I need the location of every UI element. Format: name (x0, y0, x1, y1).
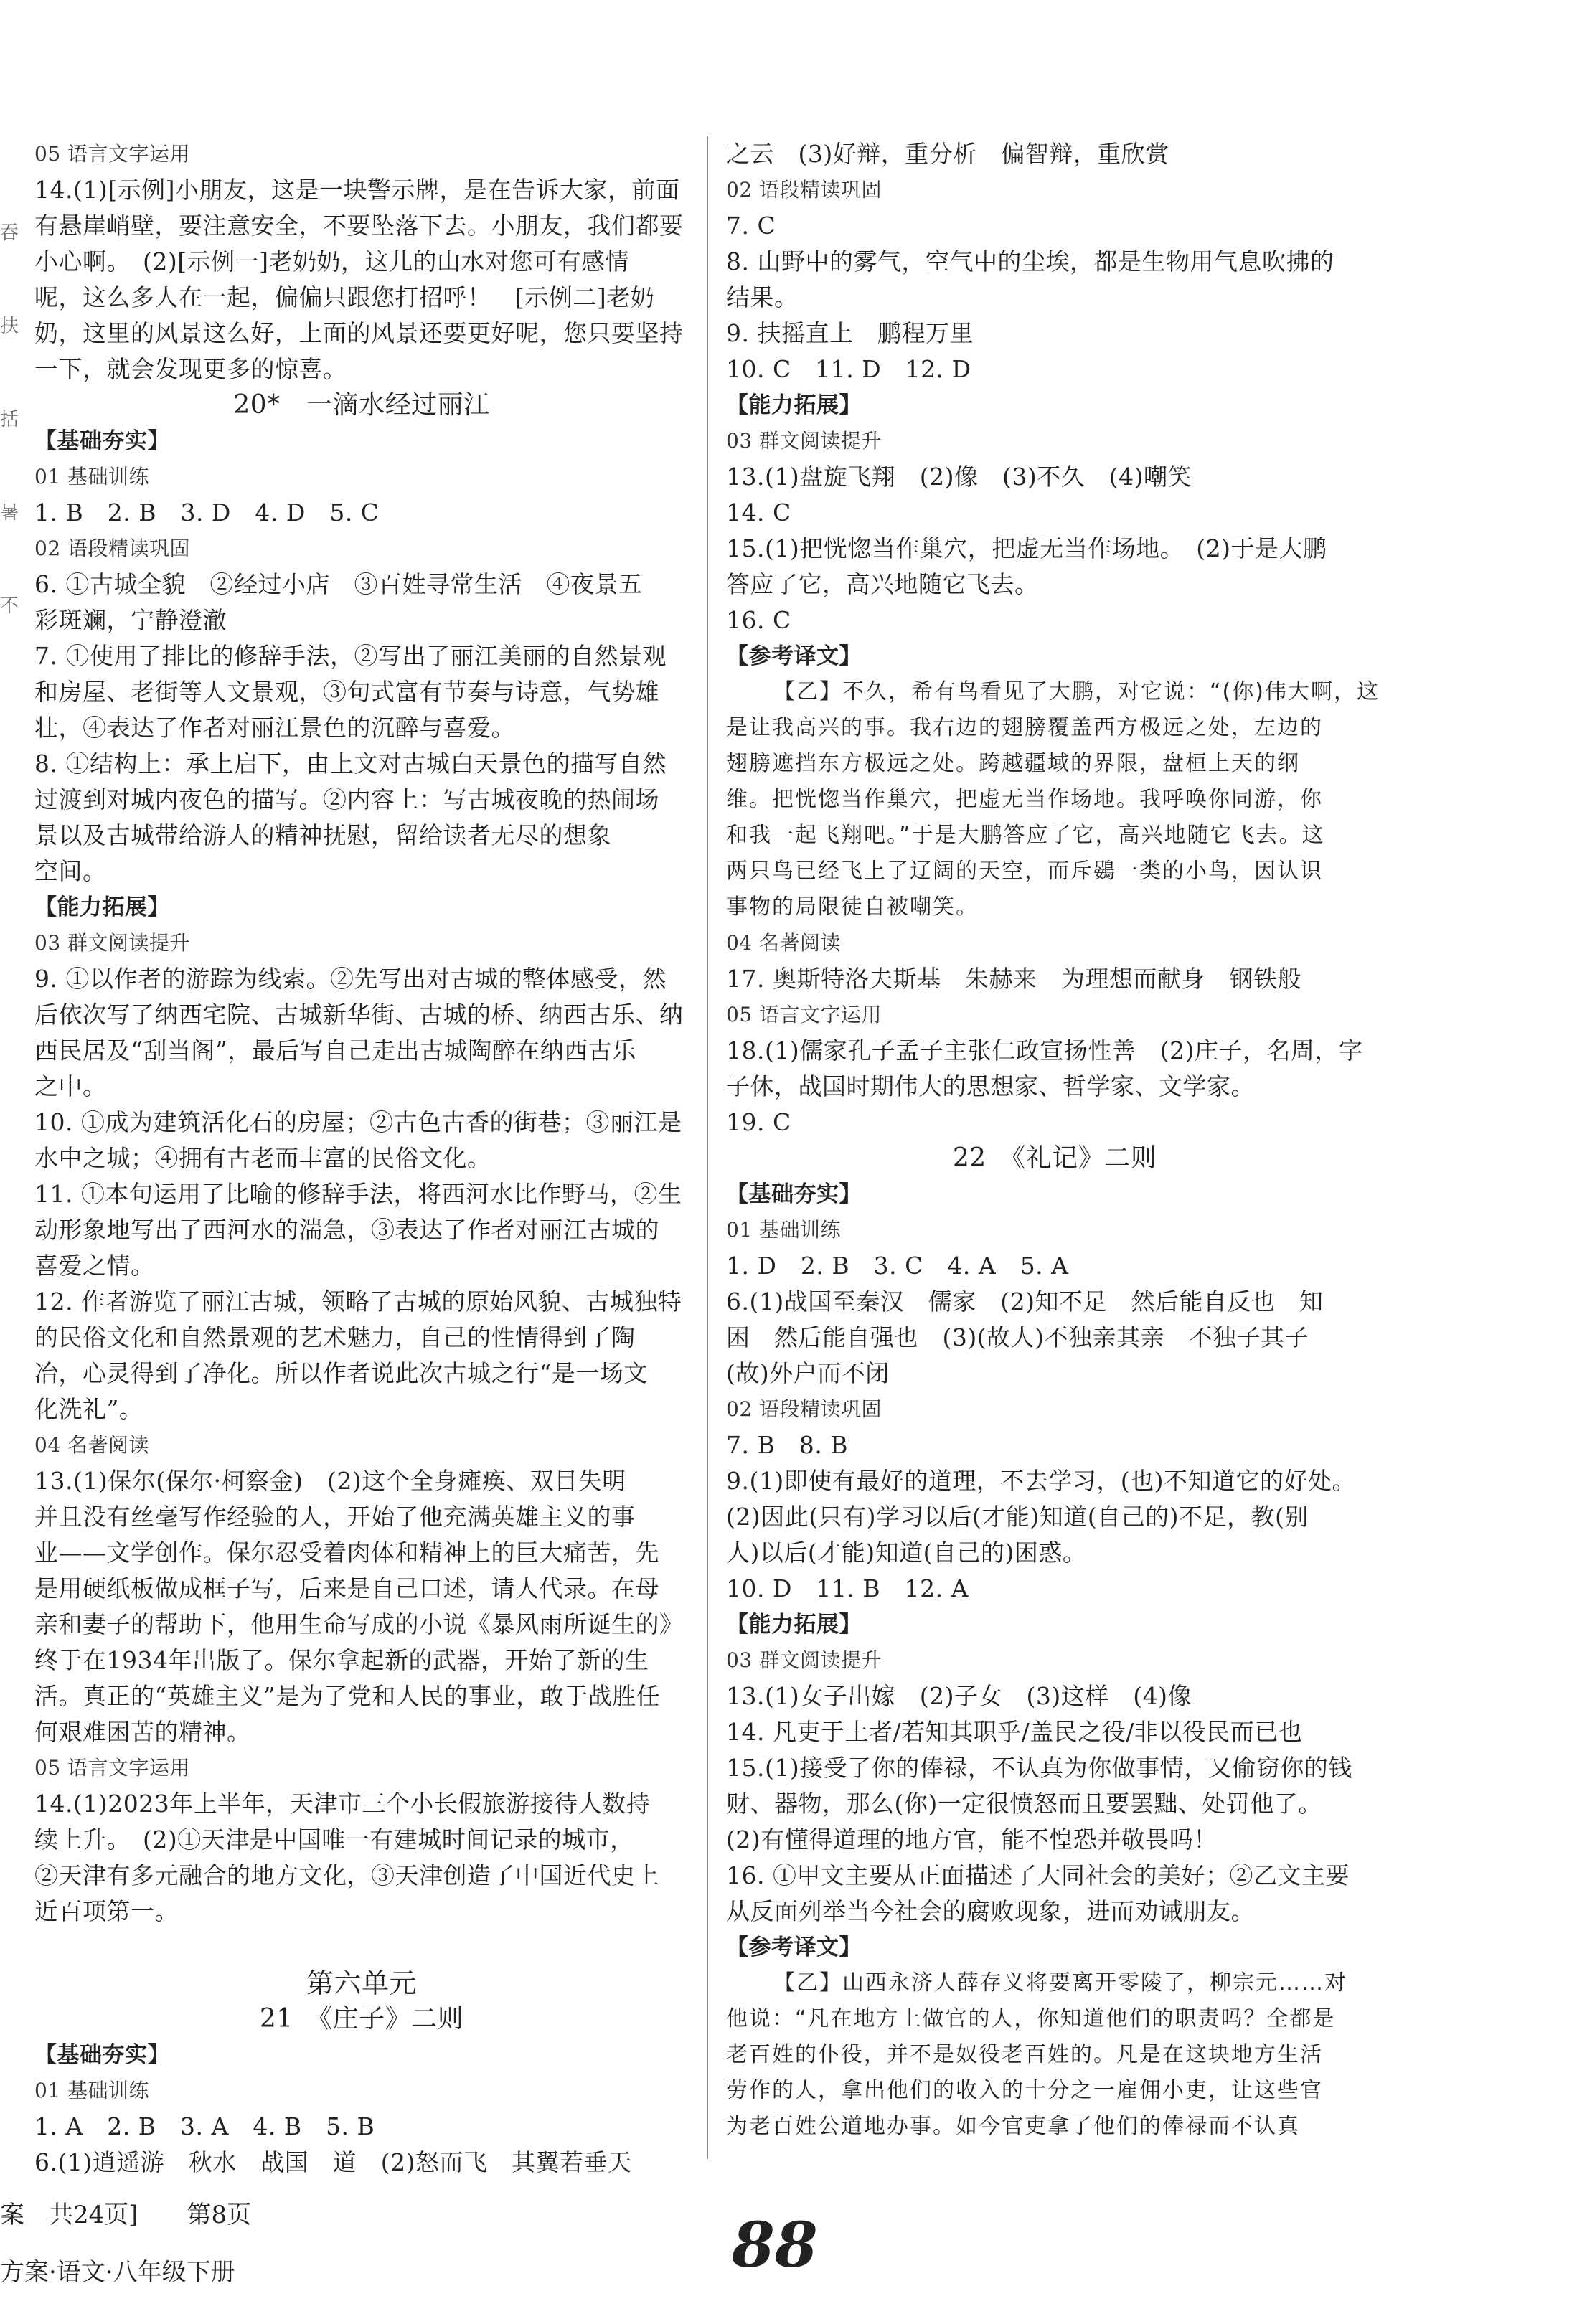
gutter-char: 吞 (0, 222, 19, 244)
right-translation-line: 【乙】山西永济人薛存义将要离开零陵了，柳宗元……对 (773, 1970, 1347, 1995)
right-text-line: 9.(1)即使有最好的道理，不去学习，(也)不知道它的好处。 (726, 1467, 1356, 1495)
left-text-line: 喜爱之情。 (34, 1252, 155, 1280)
right-text-line: 10. C 11. D 12. D (726, 355, 971, 383)
right-text-line: 7. B 8. B (726, 1431, 848, 1459)
right-section-heading: 【能力拓展】 (726, 392, 862, 418)
left-text-line: 11. ①本句运用了比喻的修辞手法，将西河水比作野马，②生 (34, 1180, 682, 1208)
right-subsection-label: 03 群文阅读提升 (726, 429, 882, 453)
right-section-heading: 【参考译文】 (726, 1935, 862, 1960)
left-text-line: 6. ①古城全貌 ②经过小店 ③百姓寻常生活 ④夜景五 (34, 570, 643, 598)
right-text-line: 16. ①甲文主要从正面描述了大同社会的美好；②乙文主要 (726, 1861, 1350, 1889)
left-text-line: 亲和妻子的帮助下，他用生命写成的小说《暴风雨所诞生的》 (34, 1610, 684, 1638)
page-number: 88 (732, 2209, 818, 2282)
left-section-heading: 【基础夯实】 (34, 428, 170, 454)
right-text-line: 结果。 (726, 283, 799, 311)
left-text-line: 和房屋、老街等人文景观，③句式富有节奏与诗意，气势雄 (34, 678, 659, 706)
right-column (726, 136, 1383, 2145)
left-text-line: 1. A 2. B 3. A 4. B 5. B (34, 2112, 375, 2140)
right-translation-line: 事物的局限徒自被嘲笑。 (726, 894, 979, 920)
left-text-line: 1. B 2. B 3. D 4. D 5. C (34, 499, 380, 526)
left-text-line: 6.(1)逍遥游 秋水 战国 道 (2)怒而飞 其翼若垂天 (34, 2148, 632, 2176)
left-text-line: 呢，这么多人在一起，偏偏只跟您打招呼！ [示例二]老奶 (34, 283, 655, 311)
left-subsection-label: 01 基础训练 (34, 2079, 150, 2102)
left-text-line: 奶，这里的风景这么好，上面的风景还要更好呢，您只要坚持 (34, 319, 684, 347)
left-text-line: 续上升。 (2)①天津是中国唯一有建城时间记录的城市， (34, 1825, 634, 1853)
right-text-line: 子休，战国时期伟大的思想家、哲学家、文学家。 (726, 1072, 1255, 1100)
right-text-line: 6.(1)战国至秦汉 儒家 (2)知不足 然后能自反也 知 (726, 1288, 1324, 1315)
left-text-line: 13.(1)保尔(保尔·柯察金) (2)这个全身瘫痪、双目失明 (34, 1467, 626, 1495)
left-text-line: 14.(1)2023年上半年，天津市三个小长假旅游接待人数持 (34, 1790, 651, 1818)
left-section-heading: 【能力拓展】 (34, 894, 170, 920)
right-text-line: 14. C (726, 499, 791, 526)
left-text-line: 是用硬纸板做成框子写，后来是自己口述，请人代录。在母 (34, 1574, 659, 1602)
right-translation-line: 劳作的人，拿出他们的收入的十分之一雇佣小吏，让这些官 (726, 2078, 1323, 2103)
left-subsection-label: 02 语段精读巩固 (34, 537, 191, 560)
right-lesson-title: 22 《礼记》二则 (952, 1143, 1157, 1173)
right-text-line: 之云 (3)好辩，重分析 偏智辩，重欣赏 (726, 140, 1169, 168)
right-section-heading: 【参考译文】 (726, 643, 862, 669)
right-text-line: 14. 凡吏于土者/若知其职乎/盖民之役/非以役民而已也 (726, 1718, 1303, 1746)
right-subsection-label: 02 语段精读巩固 (726, 1397, 882, 1421)
left-subsection-label: 04 名著阅读 (34, 1433, 150, 1457)
left-text-line: 后依次写了纳西宅院、古城新华街、古城的桥、纳西古乐、纳 (34, 1001, 684, 1029)
right-text-line: 1. D 2. B 3. C 4. A 5. A (726, 1252, 1069, 1280)
right-text-line: 人)以后(才能)知道(自己的)困惑。 (726, 1539, 1087, 1567)
right-text-line: 15.(1)接受了你的俸禄，不认真为你做事情，又偷窃你的钱 (726, 1754, 1352, 1782)
right-translation-line: 为老百姓公道地办事。如今官吏拿了他们的俸禄而不认真 (726, 2114, 1300, 2139)
left-text-line: 动形象地写出了西河水的湍急，③表达了作者对丽江古城的 (34, 1216, 659, 1244)
right-text-line: 10. D 11. B 12. A (726, 1574, 969, 1602)
right-text-line: 18.(1)儒家孔子孟子主张仁政宣扬性善 (2)庄子，名周，字 (726, 1036, 1363, 1064)
left-text-line: 壮，④表达了作者对丽江景色的沉醉与喜爱。 (34, 714, 515, 742)
left-text-line: 近百项第一。 (34, 1897, 179, 1925)
left-text-line: 业——文学创作。保尔忍受着肉体和精神上的巨大痛苦，先 (34, 1539, 659, 1567)
left-text-line: 8. ①结构上：承上启下，由上文对古城白天景色的描写自然 (34, 750, 667, 778)
right-text-line: 答应了它，高兴地随它飞去。 (726, 570, 1039, 598)
left-text-line: 西民居及“刮当阁”，最后写自己走出古城陶醉在纳西古乐 (34, 1036, 636, 1064)
right-translation-line: 老百姓的仆役，并不是奴役老百姓的。凡是在这块地方生活 (726, 2042, 1323, 2067)
right-section-heading: 【基础夯实】 (726, 1181, 862, 1207)
right-text-line: (2)因此(只有)学习以后(才能)知道(自己的)不足，教(别 (726, 1503, 1309, 1531)
right-subsection-label: 04 名著阅读 (726, 931, 842, 955)
right-text-line: 13.(1)女子出嫁 (2)子女 (3)这样 (4)像 (726, 1682, 1192, 1710)
right-translation-line: 他说：“凡在地方上做官的人，你知道他们的职责吗？全都是 (726, 2006, 1336, 2031)
right-subsection-label: 02 语段精读巩固 (726, 178, 882, 202)
left-text-line: 的民俗文化和自然景观的艺术魅力，自己的性情得到了陶 (34, 1323, 636, 1351)
right-text-line: 困 然后能自强也 (3)(故人)不独亲其亲 不独子其子 (726, 1323, 1309, 1351)
right-translation-line: 【乙】不久，希有鸟看见了大鹏，对它说：“(你)伟大啊，这 (773, 679, 1380, 704)
left-text-line: 过渡到对城内夜色的描写。②内容上：写古城夜晚的热闹场 (34, 785, 659, 813)
right-text-line: 9. 扶摇直上 鹏程万里 (726, 319, 974, 347)
left-subsection-label: 01 基础训练 (34, 465, 150, 488)
left-text-line: 水中之城；④拥有古老而丰富的民俗文化。 (34, 1144, 491, 1172)
left-text-line: 冶，心灵得到了净化。所以作者说此次古城之行“是一场文 (34, 1359, 648, 1387)
right-text-line: 15.(1)把恍惚当作巢穴，把虚无当作场地。 (2)于是大鹏 (726, 534, 1327, 562)
gutter-char: 不 (0, 595, 19, 617)
right-text-line: (故)外户而不闭 (726, 1359, 890, 1387)
left-text-line: 12. 作者游览了丽江古城，领略了古城的原始风貌、古城独特 (34, 1288, 682, 1315)
right-text-line: 8. 山野中的雾气，空气中的尘埃，都是生物用气息吹拂的 (726, 247, 1334, 275)
left-text-line: 活。真正的“英雄主义”是为了党和人民的事业，敢于战胜任 (34, 1682, 661, 1710)
left-subsection-label: 03 群文阅读提升 (34, 931, 191, 955)
right-section-heading: 【能力拓展】 (726, 1612, 862, 1638)
right-text-line: 19. C (726, 1108, 791, 1136)
left-text-line: 景以及古城带给游人的精神抚慰，留给读者无尽的想象 (34, 821, 611, 849)
right-text-line: 财、器物，那么(你)一定很愤怒而且要罢黜、处罚他了。 (726, 1790, 1322, 1818)
right-translation-line: 两只鸟已经飞上了辽阔的天空，而斥鷃一类的小鸟，因认识 (726, 859, 1323, 884)
left-text-line: 化洗礼”。 (34, 1395, 143, 1423)
right-text-line: 13.(1)盘旋飞翔 (2)像 (3)不久 (4)嘲笑 (726, 463, 1192, 491)
footer-page-info: 案 共24页] 第8页 (0, 2201, 252, 2229)
right-text-line: (2)有懂得道理的地方官，能不惶恐并敬畏吗！ (726, 1825, 1218, 1853)
left-lesson-title: 20* 一滴水经过丽江 (233, 390, 490, 420)
right-text-line: 7. C (726, 212, 776, 240)
right-translation-line: 维。把恍惚当作巢穴，把虚无当作场地。我呼唤你同游，你 (726, 787, 1323, 812)
binding-margin (0, 186, 22, 653)
left-text-line: 并且没有丝毫写作经验的人，开始了他充满英雄主义的事 (34, 1503, 636, 1531)
right-translation-line: 和我一起飞翔吧。”于是大鹏答应了它，高兴地随它飞去。这 (726, 823, 1325, 848)
left-text-line: 何艰难困苦的精神。 (34, 1718, 251, 1746)
left-text-line: 彩斑斓，宁静澄澈 (34, 606, 227, 634)
gutter-char: 暑 (0, 502, 19, 524)
left-spacer (34, 1929, 689, 1965)
left-text-line: 小心啊。 (2)[示例一]老奶奶，这儿的山水对您可有感情 (34, 247, 629, 275)
left-text-line: 之中。 (34, 1072, 107, 1100)
column-divider (707, 136, 708, 2159)
right-subsection-label: 05 语言文字运用 (726, 1003, 882, 1026)
left-text-line: ②天津有多元融合的地方文化，③天津创造了中国近代史上 (34, 1861, 659, 1889)
right-translation-line: 翅膀遮挡东方极远之处。跨越疆域的界限，盘桓上天的纲 (726, 751, 1300, 776)
gutter-char: 括 (0, 409, 19, 430)
footer-book-title: 方案·语文·八年级下册 (0, 2258, 235, 2287)
left-text-line: 空间。 (34, 857, 107, 885)
left-text-line: 终于在1934年出版了。保尔拿起新的武器，开始了新的生 (34, 1646, 649, 1674)
left-text-line: 一下，就会发现更多的惊喜。 (34, 355, 347, 383)
left-text-line: 9. ①以作者的游踪为线索。②先写出对古城的整体感受，然 (34, 965, 667, 993)
left-text-line: 有悬崖峭壁，要注意安全，不要坠落下去。小朋友，我们都要 (34, 212, 684, 240)
right-text-line: 从反面列举当今社会的腐败现象，进而劝诫朋友。 (726, 1897, 1255, 1925)
left-text-line: 10. ①成为建筑活化石的房屋；②古色古香的街巷；③丽江是 (34, 1108, 682, 1136)
right-text-line: 17. 奥斯特洛夫斯基 朱赫来 为理想而献身 钢铁般 (726, 965, 1301, 993)
left-lesson-title: 21 《庄子》二则 (259, 2004, 464, 2034)
left-column (34, 136, 689, 2181)
right-subsection-label: 03 群文阅读提升 (726, 1648, 882, 1672)
left-subsection-label: 05 语言文字运用 (34, 142, 191, 166)
left-text-line: 7. ①使用了排比的修辞手法，②写出了丽江美丽的自然景观 (34, 642, 667, 670)
left-text-line: 14.(1)[示例]小朋友，这是一块警示牌，是在告诉大家，前面 (34, 176, 680, 204)
left-unit-title: 第六单元 (306, 1968, 417, 1999)
right-text-line: 16. C (726, 606, 791, 634)
right-translation-line: 是让我高兴的事。我右边的翅膀覆盖西方极远之处，左边的 (726, 715, 1323, 740)
left-section-heading: 【基础夯实】 (34, 2042, 170, 2068)
right-subsection-label: 01 基础训练 (726, 1218, 842, 1242)
gutter-char: 扶 (0, 316, 19, 337)
left-subsection-label: 05 语言文字运用 (34, 1756, 191, 1780)
